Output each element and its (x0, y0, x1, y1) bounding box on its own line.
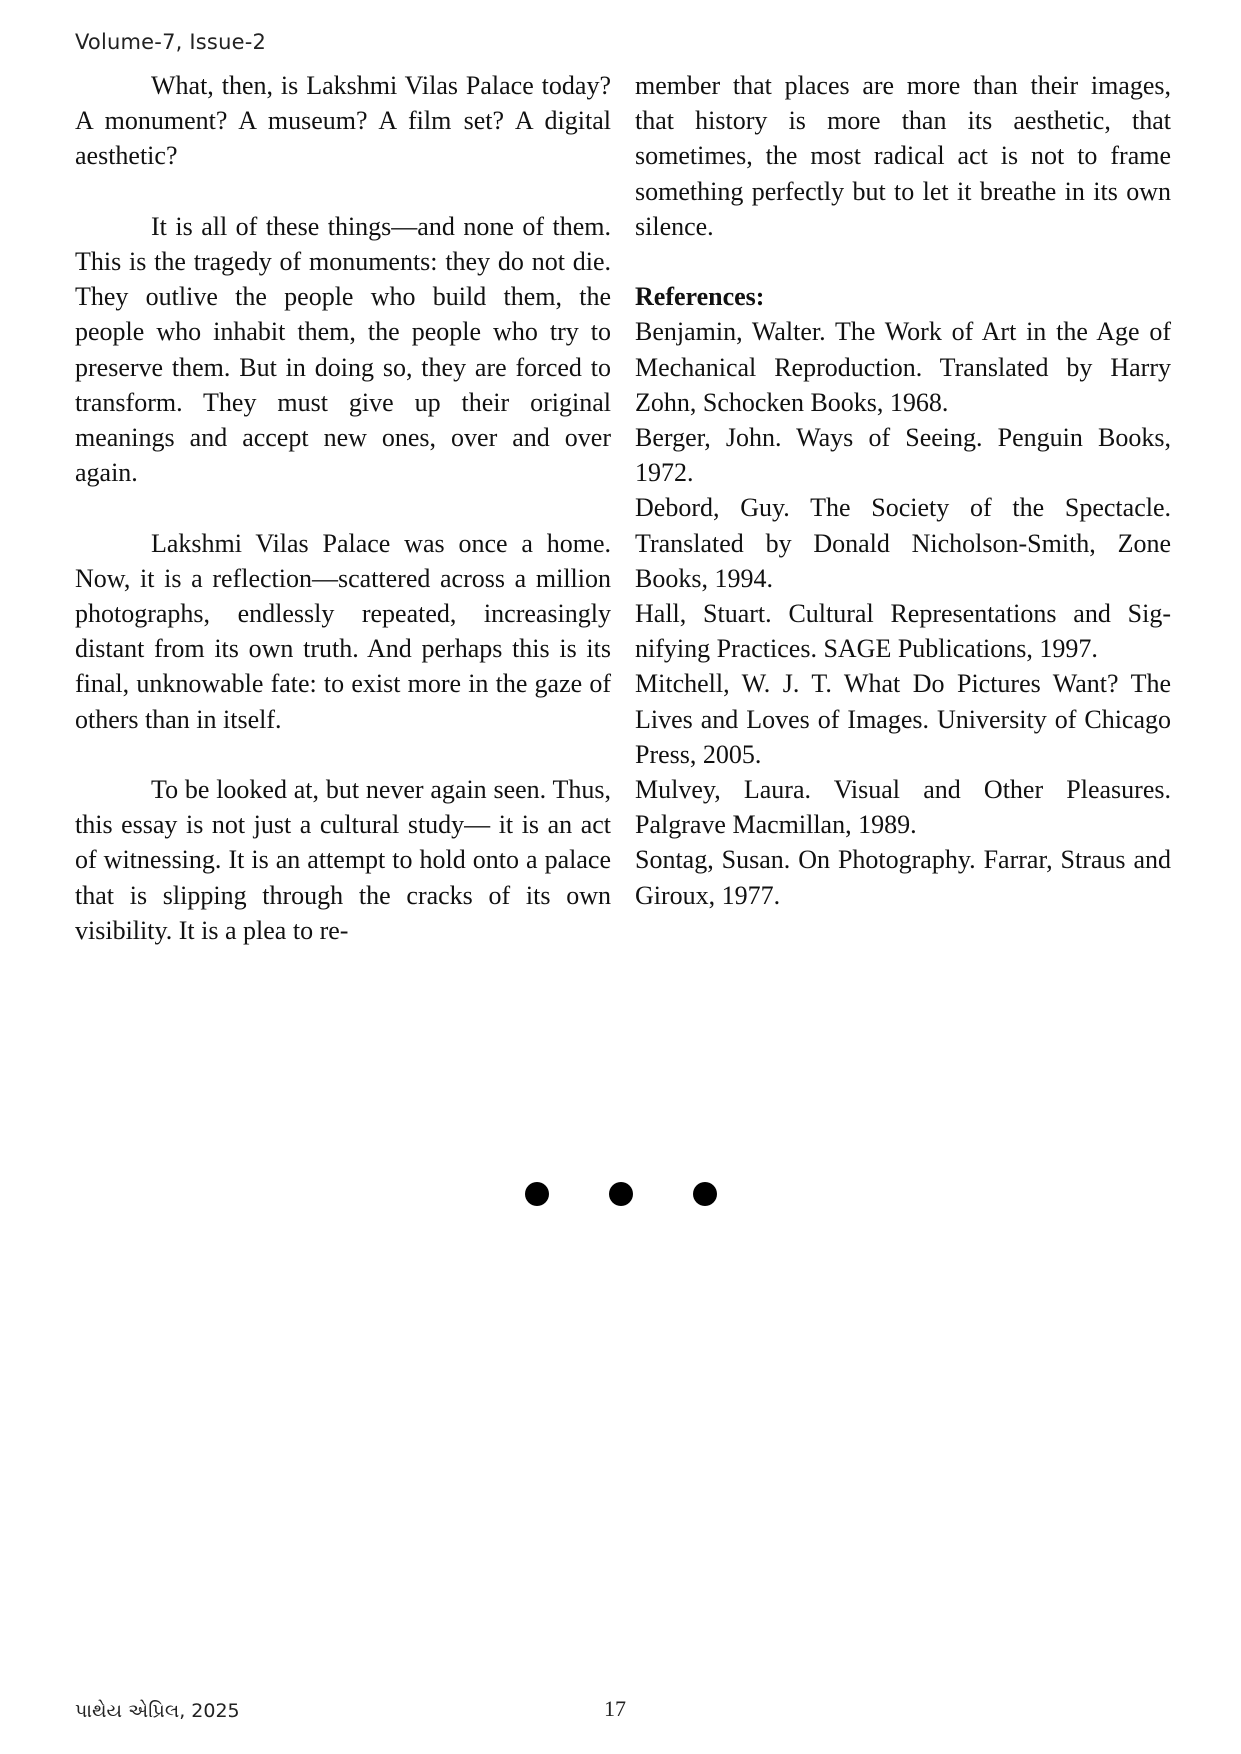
right-column (635, 68, 1171, 913)
reference-entry: Berger, John. Ways of Seeing. Penguin Books, 1972. (635, 423, 1171, 488)
issue-header: Volume-7, Issue-2 (75, 30, 267, 54)
paragraph: It is all of these things—and none of them. This is the tragedy of monuments: they do not die. They outlive the people who build them, the people who inhabit them, the people who try to preserve them. But in doing so, they are forced to transform. They must give up their original meanings and accept new ones, over and over again. (75, 211, 611, 488)
left-column (75, 68, 611, 983)
reference-entry: Hall, Stuart. Cultural Representations and Signifying Practices. SAGE Publications, 1997. (635, 599, 1171, 664)
paragraph: To be looked at, but never again seen. Thus, this essay is not just a cultural study— it is an act of witnessing. It is an attempt to hold onto a palace that is slipping through the cracks of its own visibility. It is a plea to re- (75, 775, 611, 945)
dot-ornament (609, 1182, 633, 1206)
reference-entry: Debord, Guy. The Society of the Spectacle. Translated by Donald Nicholson-Smith, Zone Books, 1994. (635, 493, 1171, 593)
footer-journal-date: પાથેય એપ્રિલ, 2025 (75, 1700, 240, 1722)
page-number: 17 (604, 1696, 626, 1721)
paragraph-continuation: member that places are more than their images, that history is more than its aesthetic, that sometimes, the most radical act is not to frame something perfectly but to let it breathe in its own silence. (635, 71, 1171, 241)
reference-entry: Mulvey, Laura. Visual and Other Pleasures. Palgrave Macmillan, 1989. (635, 775, 1171, 840)
references-heading: References: (635, 282, 765, 312)
reference-entry: Sontag, Susan. On Photography. Farrar, Straus and Giroux, 1977. (635, 845, 1171, 910)
reference-entry: Benjamin, Walter. The Work of Art in the Age of Mechanical Reproduction. Translated by Harry Zohn, Schocken Books, 1968. (635, 317, 1171, 417)
paragraph: What, then, is Lakshmi Vilas Palace today? A monument? A museum? A film set? A digital aesthetic? (75, 71, 611, 171)
reference-entry: Mitchell, W. J. T. What Do Pictures Want? The Lives and Loves of Images. University of Chicago Press, 2005. (635, 669, 1171, 769)
section-end-dots (0, 1182, 1241, 1206)
dot-ornament (693, 1182, 717, 1206)
dot-ornament (525, 1182, 549, 1206)
paragraph: Lakshmi Vilas Palace was once a home. Now, it is a reflection—scattered across a million photographs, endlessly repeated, increasingly distant from its own truth. And perhaps this is its final, unknowable fate: to exist more in the gaze of others than in itself. (75, 528, 611, 734)
